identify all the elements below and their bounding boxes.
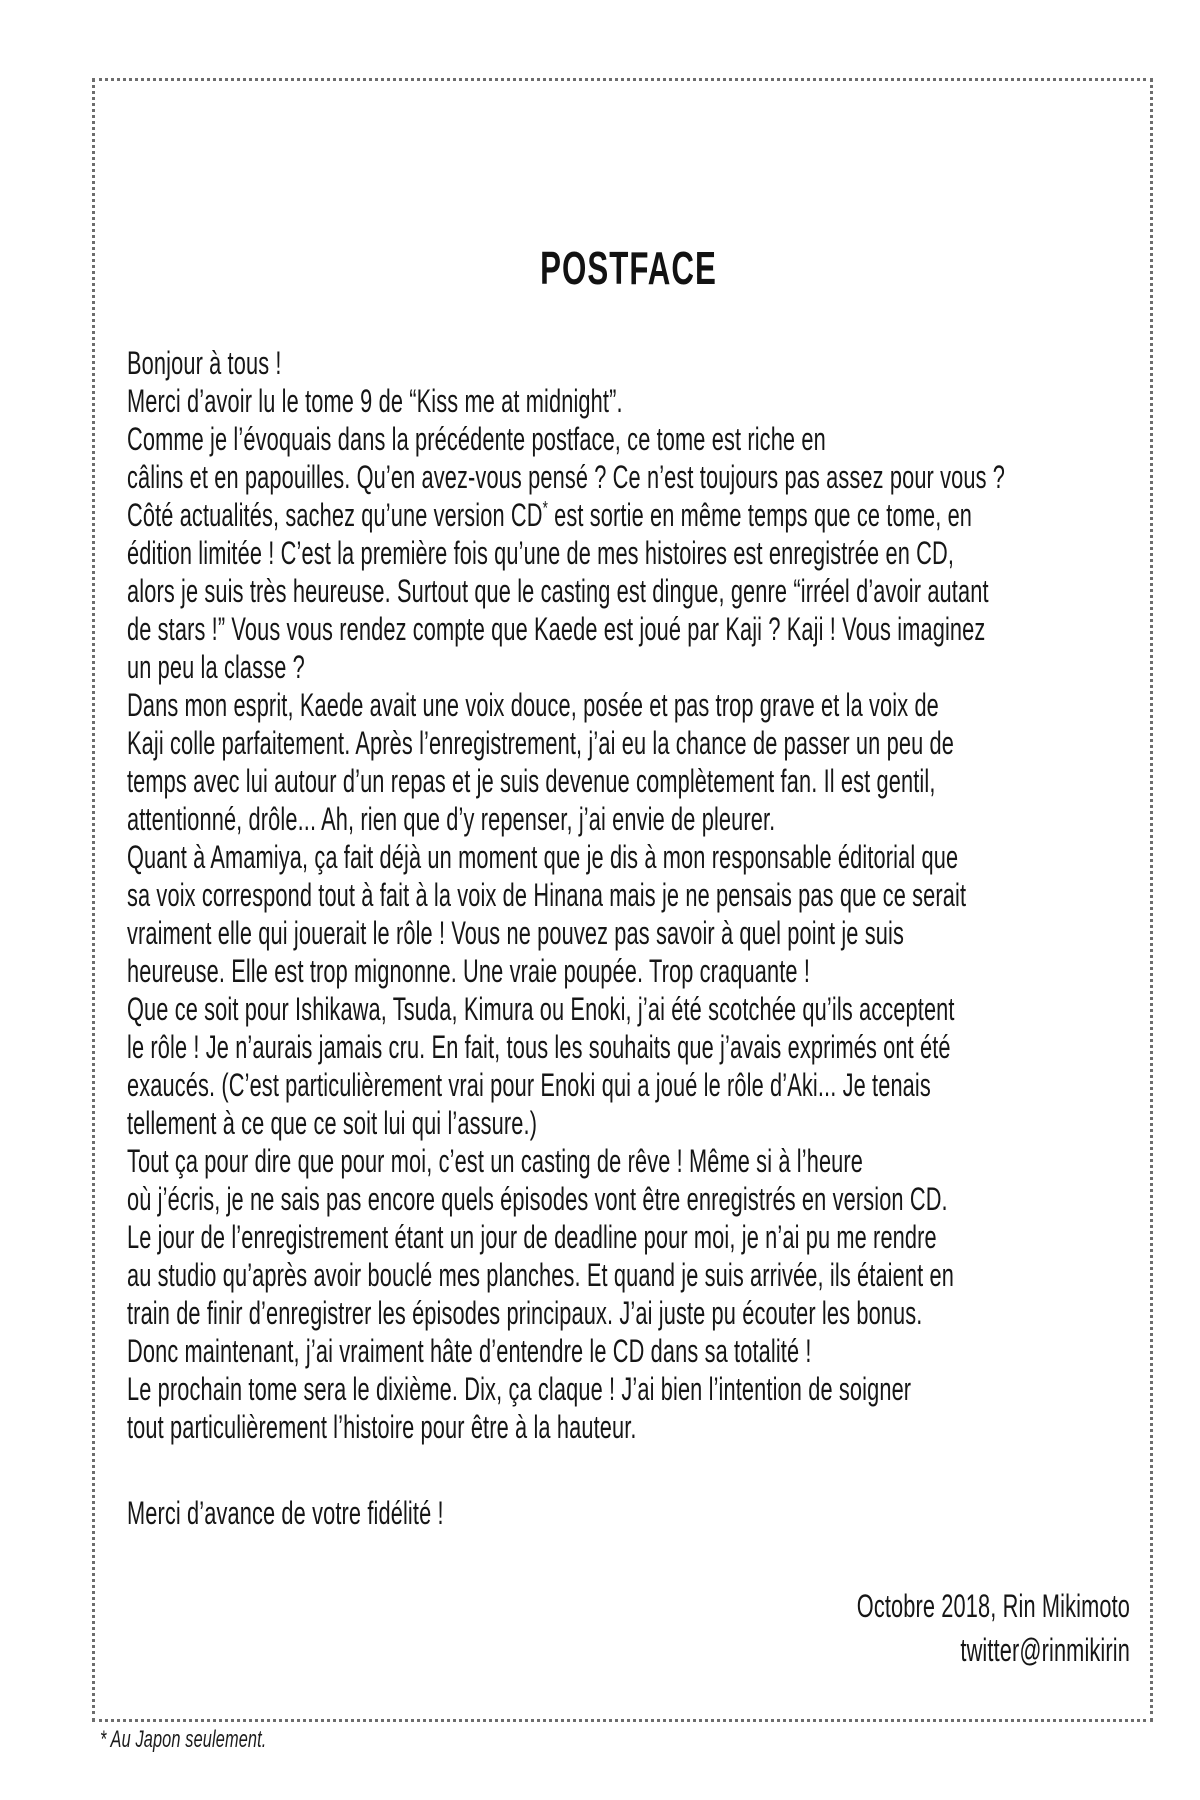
body-line: alors je suis très heureuse. Surtout que le casting est dingue, genre “irréel d’avoir autant (127, 573, 989, 609)
body-line: vraiment elle qui jouerait le rôle ! Vous ne pouvez pas savoir à quel point je suis (127, 915, 904, 951)
signature-date-author: Octobre 2018, Rin Mikimoto (856, 1588, 1130, 1624)
body-line: Tout ça pour dire que pour moi, c’est un casting de rêve ! Même si à l’heure (127, 1143, 864, 1179)
body-line: Kaji colle parfaitement. Après l’enregistrement, j’ai eu la chance de passer un peu de (127, 725, 954, 761)
body-line: exaucés. (C’est particulièrement vrai pour Enoki qui a joué le rôle d’Aki... Je tenais (127, 1067, 931, 1103)
body-line: Donc maintenant, j’ai vraiment hâte d’entendre le CD dans sa totalité ! (127, 1333, 812, 1369)
body-line: Que ce soit pour Ishikawa, Tsuda, Kimura ou Enoki, j’ai été scotchée qu’ils acceptent (127, 991, 955, 1027)
signature-twitter: twitter@rinmikirin (960, 1632, 1130, 1668)
body-line: Merci d’avance de votre fidélité ! (127, 1495, 444, 1531)
body-line: Bonjour à tous ! (127, 345, 282, 381)
body-line: temps avec lui autour d’un repas et je suis devenue complètement fan. Il est gentil, (127, 763, 936, 799)
body-line: Le prochain tome sera le dixième. Dix, ça claque ! J’ai bien l’intention de soigner (127, 1371, 912, 1407)
body-line: Dans mon esprit, Kaede avait une voix douce, posée et pas trop grave et la voix de (127, 687, 939, 723)
body-line: sa voix correspond tout à fait à la voix de Hinana mais je ne pensais pas que ce serait (127, 877, 967, 913)
body-line: Comme je l’évoquais dans la précédente postface, ce tome est riche en (127, 421, 826, 457)
page-title: POSTFACE (540, 242, 717, 294)
signature-block (127, 1584, 1130, 1672)
body-line: Côté actualités, sachez qu’une version CD* est sortie en même temps que ce tome, en (127, 497, 973, 533)
body-line (127, 1446, 1130, 1494)
body-text (127, 344, 1130, 1532)
body-line: un peu la classe ? (127, 649, 305, 685)
body-line: au studio qu’après avoir bouclé mes planches. Et quand je suis arrivée, ils étaient en (127, 1257, 954, 1293)
body-line: où j’écris, je ne sais pas encore quels épisodes vont être enregistrés en version CD. (127, 1181, 948, 1217)
body-line: édition limitée ! C’est la première fois qu’une de mes histoires est enregistrée en CD, (127, 535, 955, 571)
postface-content (127, 240, 1130, 1672)
footnote: * Au Japon seulement. (100, 1726, 267, 1753)
body-line: Le jour de l’enregistrement étant un jour de deadline pour moi, je n’ai pu me rendre (127, 1219, 937, 1255)
body-line: attentionné, drôle... Ah, rien que d’y repenser, j’ai envie de pleurer. (127, 801, 776, 837)
body-line: Merci d’avoir lu le tome 9 de “Kiss me at midnight”. (127, 383, 623, 419)
body-line: câlins et en papouilles. Qu’en avez-vous pensé ? Ce n’est toujours pas assez pour vous ? (127, 459, 1006, 495)
body-line: heureuse. Elle est trop mignonne. Une vraie poupée. Trop craquante ! (127, 953, 811, 989)
body-line: de stars !” Vous vous rendez compte que Kaede est joué par Kaji ? Kaji ! Vous imaginez (127, 611, 986, 647)
body-line: le rôle ! Je n’aurais jamais cru. En fait, tous les souhaits que j’avais exprimés ont été (127, 1029, 951, 1065)
body-line: Quant à Amamiya, ça fait déjà un moment que je dis à mon responsable éditorial que (127, 839, 959, 875)
body-line: tellement à ce que ce soit lui qui l’assure.) (127, 1105, 538, 1141)
body-line: tout particulièrement l’histoire pour être à la hauteur. (127, 1409, 637, 1445)
body-line: train de finir d’enregistrer les épisodes principaux. J’ai juste pu écouter les bonus. (127, 1295, 923, 1331)
footnote-asterisk: * (542, 497, 548, 520)
